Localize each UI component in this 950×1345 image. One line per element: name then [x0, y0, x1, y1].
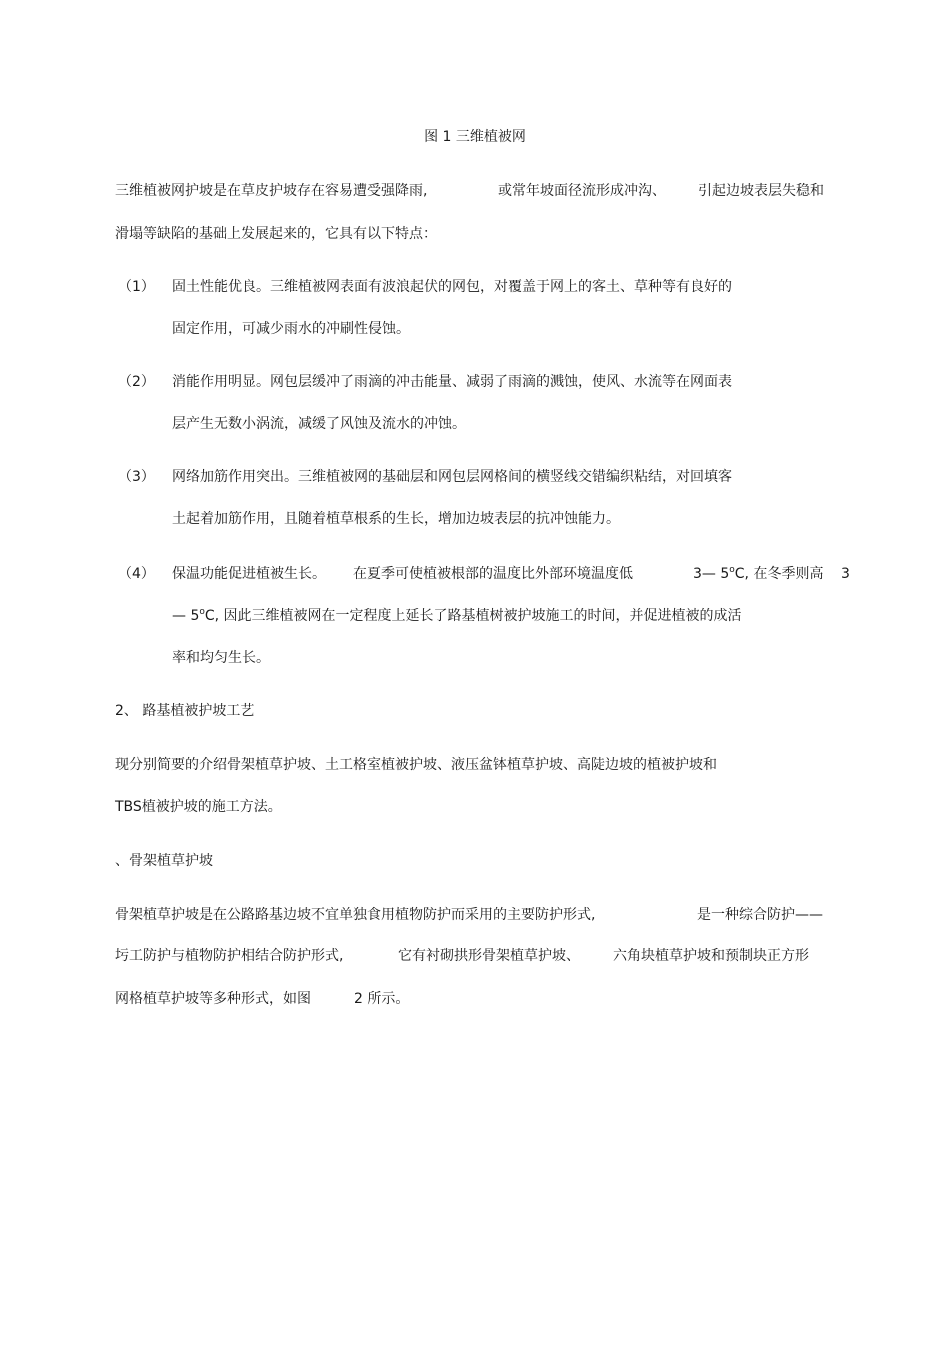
feature-text-line: 网络加筋作用突出。三维植被网的基础层和网包层网格间的横竖线交错编织粘结，对回填客: [172, 469, 732, 485]
temperature-unit-text: C, 在冬季则高: [734, 566, 824, 582]
feature-number: （2）: [118, 374, 155, 390]
paragraph-line: 圬工防护与植物防护相结合防护形式,: [115, 948, 344, 964]
paragraph-line: 它有衬砌拱形骨架植草护坡、: [398, 948, 580, 964]
paragraph-line: 现分别简要的介绍骨架植草护坡、土工格室植被护坡、液压盆钵植草护坡、高陡边坡的植被护坡和: [115, 757, 717, 773]
temperature-value: — 5: [172, 608, 200, 624]
figure-caption: 图 1 三维植被网: [424, 129, 526, 145]
feature-text-line: 固土性能优良。三维植被网表面有波浪起伏的网包，对覆盖于网上的客土、草种等有良好的: [172, 279, 732, 295]
feature-text-line: 保温功能促进植被生长。: [172, 566, 326, 582]
feature-text: C, 因此三维植被网在一定程度上延长了路基植树被护坡施工的时间，并促进植被的成活: [204, 608, 742, 624]
paragraph-line: 骨架植草护坡是在公路路基边坡不宜单独食用植物防护而采用的主要防护形式,: [115, 907, 596, 923]
temperature-range: [693, 565, 823, 585]
feature-number: （1）: [118, 279, 155, 295]
feature-text-line-2: [172, 607, 742, 627]
feature-text-line: 3: [841, 566, 850, 582]
paragraph-line: 是一种综合防护——: [697, 907, 823, 923]
intro-line-1a: 三维植被网护坡是在草皮护坡存在容易遭受强降雨,: [115, 183, 428, 199]
feature-text-line: 在夏季可使植被根部的温度比外部环境温度低: [353, 566, 633, 582]
feature-text-line: 消能作用明显。网包层缓冲了雨滴的冲击能量、减弱了雨滴的溅蚀，使风、水流等在网面表: [172, 374, 732, 390]
intro-line-1b: 或常年坡面径流形成冲沟、: [498, 183, 666, 199]
feature-text-line: 土起着加筋作用，且随着植草根系的生长，增加边坡表层的抗冲蚀能力。: [172, 511, 620, 527]
paragraph-line: 网格植草护坡等多种形式，如图: [115, 991, 311, 1007]
feature-text-line: 率和均匀生长。: [172, 650, 270, 666]
subsection-heading: 、骨架植草护坡: [115, 853, 213, 869]
feature-text-line: 固定作用，可减少雨水的冲刷性侵蚀。: [172, 321, 410, 337]
intro-line-1c: 引起边坡表层失稳和: [698, 183, 824, 199]
feature-text-line: 层产生无数小涡流，减缓了风蚀及流水的冲蚀。: [172, 416, 466, 432]
degree-symbol: o: [199, 607, 205, 617]
degree-symbol: o: [729, 565, 735, 575]
section-heading: 2、 路基植被护坡工艺: [115, 703, 255, 719]
temperature-value: 3— 5: [693, 566, 730, 582]
feature-number: （3）: [118, 469, 155, 485]
paragraph-line: 六角块植草护坡和预制块正方形: [613, 948, 809, 964]
paragraph-line: TBS植被护坡的施工方法。: [115, 799, 282, 815]
paragraph-line: 2 所示。: [354, 991, 410, 1007]
feature-number: （4）: [118, 566, 155, 582]
intro-line-2: 滑塌等缺陷的基础上发展起来的，它具有以下特点：: [115, 226, 437, 242]
